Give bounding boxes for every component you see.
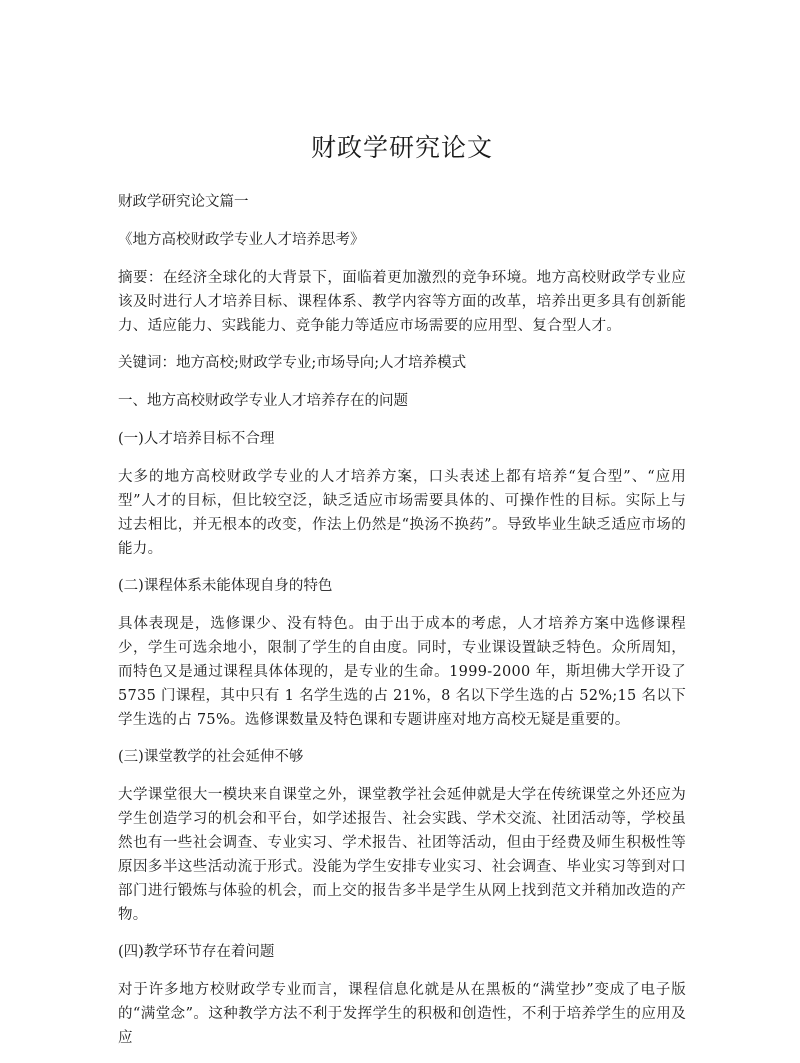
document-page bbox=[118, 128, 686, 1063]
body-paragraph: 具体表现是，选修课少、没有特色。由于出于成本的考虑，人才培养方案中选修课程少，学生可选余地小，限制了学生的自由度。同时，专业课设置缺乏特色。众所周知，而特色又是通过课程具体体现的，是专业的生命。1999-2000 年，斯坦佛大学开设了 5735 门课程，其中只有 1 名学生选的占 21%，8 名以下学生选的占 52%;15 名以下学生选的占 75%。选修课数量及特色课和专题讲座对地方高校无疑是重要的。 bbox=[118, 616, 686, 728]
subsection-heading: (二)课程体系未能体现自身的特色 bbox=[118, 578, 333, 594]
abstract-paragraph: 摘要：在经济全球化的大背景下，面临着更加激烈的竞争环境。地方高校财政学专业应该及时进行人才培养目标、课程体系、教学内容等方面的改革，培养出更多具有创新能力、适应能力、实践能力、竞争能力等适应市场需要的应用型、复合型人才。 bbox=[118, 270, 686, 334]
document-subtitle: 财政学研究论文篇一 bbox=[118, 194, 249, 210]
paper-title: 《地方高校财政学专业人才培养思考》 bbox=[118, 232, 365, 248]
section-heading: 一、地方高校财政学专业人才培养存在的问题 bbox=[118, 393, 408, 409]
subsection-heading: (一)人才培养目标不合理 bbox=[118, 431, 275, 447]
body-paragraph: 大多的地方高校财政学专业的人才培养方案，口头表述上都有培养“复合型”、“应用型”人才的目标，但比较空泛，缺乏适应市场需要具体的、可操作性的目标。实际上与过去相比，并无根本的改变，作法上仍然是“换汤不换药”。导致毕业生缺乏适应市场的能力。 bbox=[118, 469, 686, 557]
document-title: 财政学研究论文 bbox=[310, 133, 493, 162]
subsection-heading: (四)教学环节存在着问题 bbox=[118, 944, 275, 960]
keywords-line: 关键词：地方高校;财政学专业;市场导向;人才培养模式 bbox=[118, 355, 467, 371]
body-paragraph: 大学课堂很大一模块来自课堂之外，课堂教学社会延伸就是大学在传统课堂之外还应为学生创造学习的机会和平台，如学述报告、社会实践、学术交流、社团活动等，学校虽然也有一些社会调查、专业实习、学术报告、社团等活动，但由于经费及师生积极性等原因多半这些活动流于形式。没能为学生安排专业实习、社会调查、毕业实习等到对口部门进行锻炼与体验的机会，而上交的报告多半是学生从网上找到范文并稍加改造的产物。 bbox=[118, 787, 686, 923]
body-paragraph: 对于许多地方校财政学专业而言，课程信息化就是从在黑板的“满堂抄”变成了电子版的“满堂念”。这种教学方法不利于发挥学生的积极和创造性，不利于培养学生的应用及应 bbox=[118, 982, 686, 1046]
subsection-heading: (三)课堂教学的社会延伸不够 bbox=[118, 749, 304, 765]
